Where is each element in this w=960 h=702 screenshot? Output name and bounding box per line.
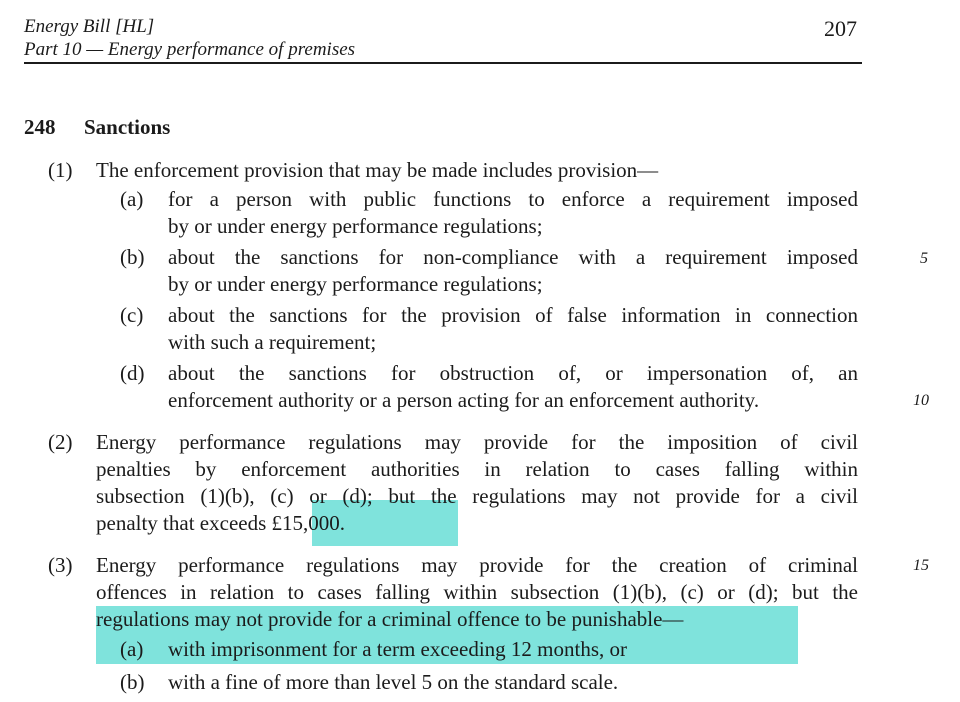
running-subtitle: Part 10 — Energy performance of premises <box>24 39 356 60</box>
subsection-3-line: regulations may not provide for a criminal offence to be punishable— <box>96 607 684 631</box>
paragraph-3b-line: with a fine of more than level 5 on the standard scale. <box>168 670 619 694</box>
subsection-2-line: penalty that exceeds £15,000. <box>96 511 346 535</box>
running-title: Energy Bill [HL] <box>24 16 155 37</box>
paragraph-1b-line: by or under energy performance regulations; <box>168 272 543 296</box>
paragraph-3a-label: (a) <box>120 637 144 661</box>
paragraph-1a-line: by or under energy performance regulations; <box>168 214 543 238</box>
section-number: 248 <box>24 115 56 139</box>
paragraph-1d-line: enforcement authority or a person acting for an enforcement authority. <box>168 388 760 412</box>
subsection-2-line: penalties by enforcement authorities in relation to cases falling within <box>96 457 858 481</box>
subsection-1-text: The enforcement provision that may be made includes provision— <box>96 158 659 182</box>
line-number: 5 <box>920 250 928 267</box>
header-rule <box>24 62 862 64</box>
paragraph-1d-line: about the sanctions for obstruction of, or impersonation of, an <box>168 361 858 385</box>
subsection-3-number: (3) <box>48 553 73 577</box>
paragraph-1b-line: about the sanctions for non-compliance with a requirement imposed <box>168 245 858 269</box>
subsection-1-number: (1) <box>48 158 73 182</box>
line-number: 15 <box>913 557 929 574</box>
paragraph-1c-label: (c) <box>120 303 144 327</box>
paragraph-1b-label: (b) <box>120 245 145 269</box>
paragraph-1a-label: (a) <box>120 187 144 211</box>
section-title: Sanctions <box>84 115 171 139</box>
page-number: 207 <box>824 16 857 41</box>
paragraph-1c-line: about the sanctions for the provision of false information in connection <box>168 303 858 327</box>
paragraph-1c-line: with such a requirement; <box>168 330 377 354</box>
line-number: 10 <box>913 392 929 409</box>
paragraph-1a-line: for a person with public functions to enforce a requirement imposed <box>168 187 858 211</box>
subsection-3-line: offences in relation to cases falling within subsection (1)(b), (c) or (d); but the <box>96 580 858 604</box>
paragraph-1d-label: (d) <box>120 361 145 385</box>
subsection-2-line: subsection (1)(b), (c) or (d); but the regulations may not provide for a civil <box>96 484 858 508</box>
paragraph-3b-label: (b) <box>120 670 145 694</box>
subsection-2-number: (2) <box>48 430 73 454</box>
subsection-3-line: Energy performance regulations may provide for the creation of criminal <box>96 553 858 577</box>
subsection-2-line: Energy performance regulations may provide for the imposition of civil <box>96 430 858 454</box>
paragraph-3a-line: with imprisonment for a term exceeding 12 months, or <box>168 637 627 661</box>
